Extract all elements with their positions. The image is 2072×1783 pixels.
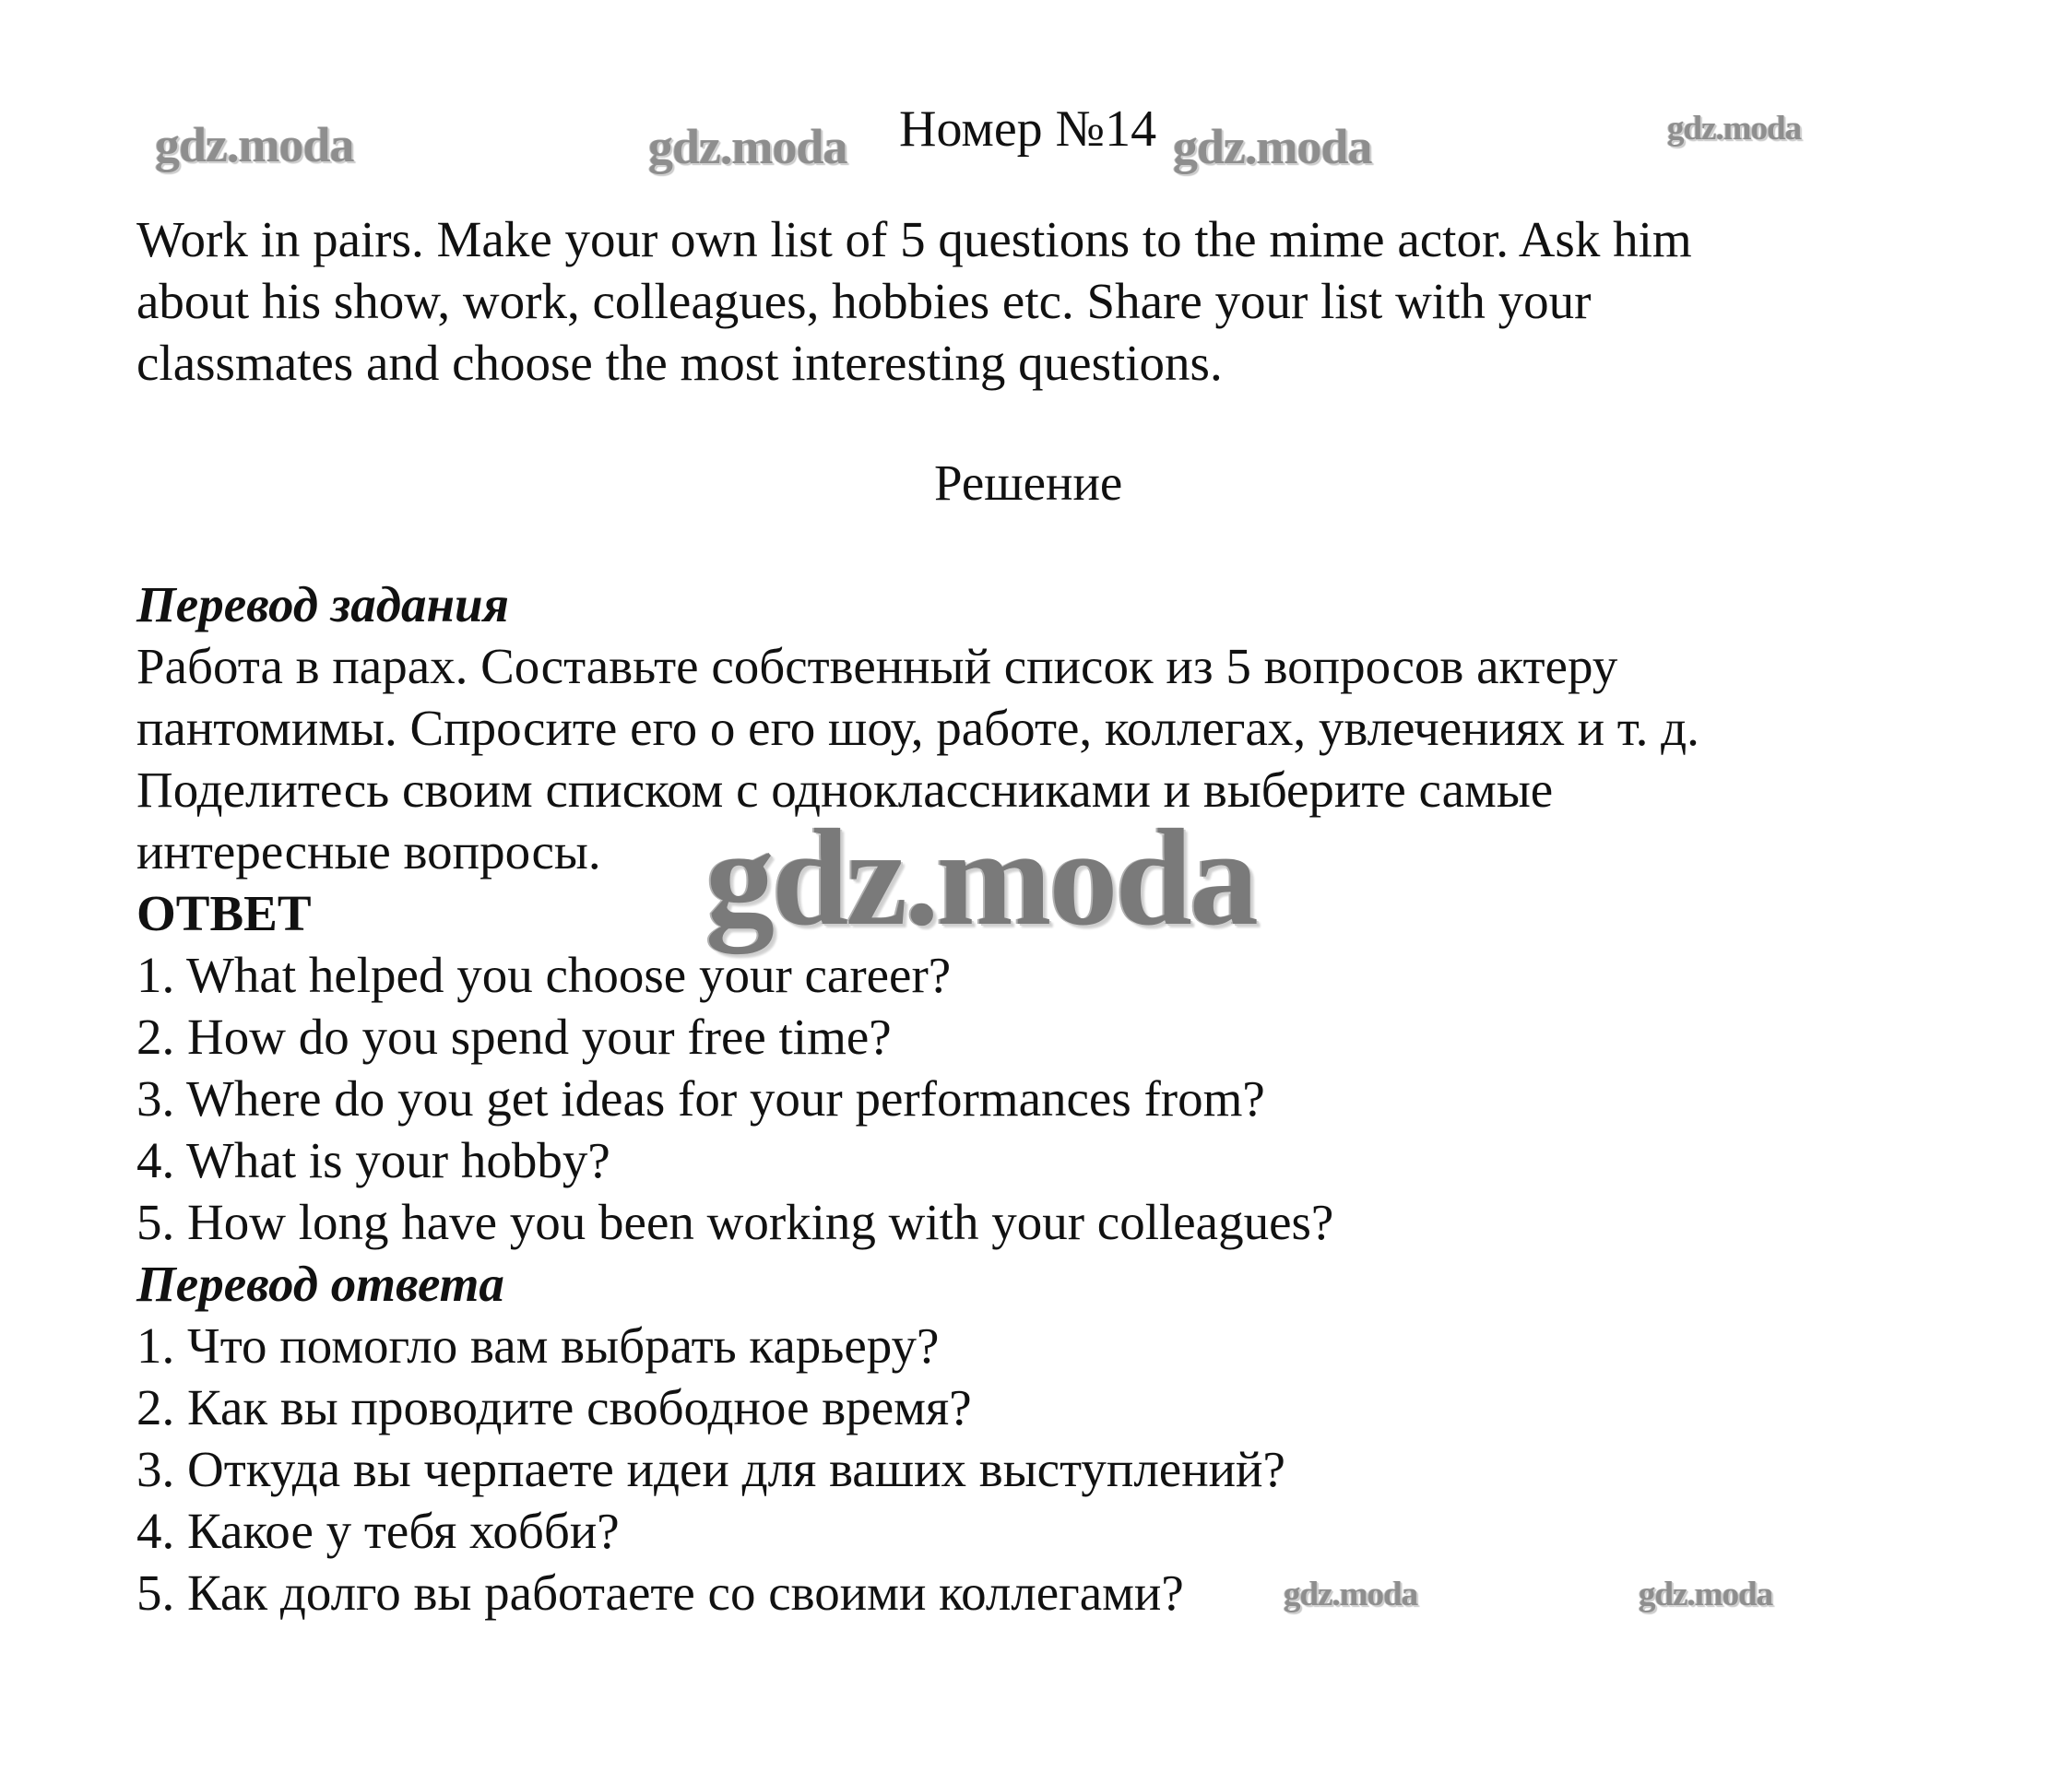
answer-item: 1. What helped you choose your career? — [136, 947, 952, 1003]
answer-translation-title: Перевод ответа — [136, 1256, 504, 1312]
watermark: gdz.moda — [155, 117, 354, 172]
task-text — [136, 208, 1944, 394]
task-translation-title: Перевод задания — [136, 576, 509, 632]
watermark: gdz.moda — [1284, 1576, 1418, 1613]
solution-heading: Решение — [934, 455, 1123, 511]
watermark: gdz.moda — [1667, 110, 1802, 148]
answer-translation-item: 2. Как вы проводите свободное время? — [136, 1379, 972, 1435]
answer-item: 4. What is your hobby? — [136, 1132, 610, 1188]
watermark: gdz.moda — [648, 119, 847, 174]
watermark-large: gdz.moda — [705, 801, 1256, 954]
answer-translation-section — [136, 1253, 1981, 1624]
task-line: about his show, work, colleagues, hobbies etc. Share your list with your — [136, 273, 1592, 329]
answer-translation-item: 1. Что помогло вам выбрать карьеру? — [136, 1317, 940, 1374]
watermark: gdz.moda — [1639, 1576, 1773, 1613]
page-title: Номер №14 — [899, 100, 1157, 158]
answer-section — [136, 882, 1981, 1253]
translation-line: интересные вопросы. — [136, 823, 601, 880]
watermark: gdz.moda — [1173, 119, 1372, 174]
answer-translation-item: 5. Как долго вы работаете со своими коллегами? — [136, 1565, 1184, 1621]
answer-title: ОТВЕТ — [136, 885, 312, 941]
answer-translation-item: 3. Откуда вы черпаете идеи для ваших выступлений? — [136, 1441, 1285, 1497]
answer-item: 2. How do you spend your free time? — [136, 1009, 892, 1065]
answer-translation-item: 4. Какое у тебя хобби? — [136, 1503, 620, 1559]
answer-item: 3. Where do you get ideas for your performances from? — [136, 1070, 1265, 1127]
translation-line: Поделитесь своим списком с одноклассниками и выберите самые — [136, 762, 1554, 818]
task-line: Work in pairs. Make your own list of 5 questions to the mime actor. Ask him — [136, 211, 1692, 267]
translation-line: Работа в парах. Составьте собственный список из 5 вопросов актеру — [136, 638, 1618, 694]
translation-line: пантомимы. Спросите его о его шоу, работе, коллегах, увлечениях и т. д. — [136, 700, 1699, 756]
answer-item: 5. How long have you been working with your colleagues? — [136, 1194, 1334, 1250]
task-translation-section — [136, 573, 1981, 882]
task-line: classmates and choose the most interesting questions. — [136, 335, 1223, 391]
